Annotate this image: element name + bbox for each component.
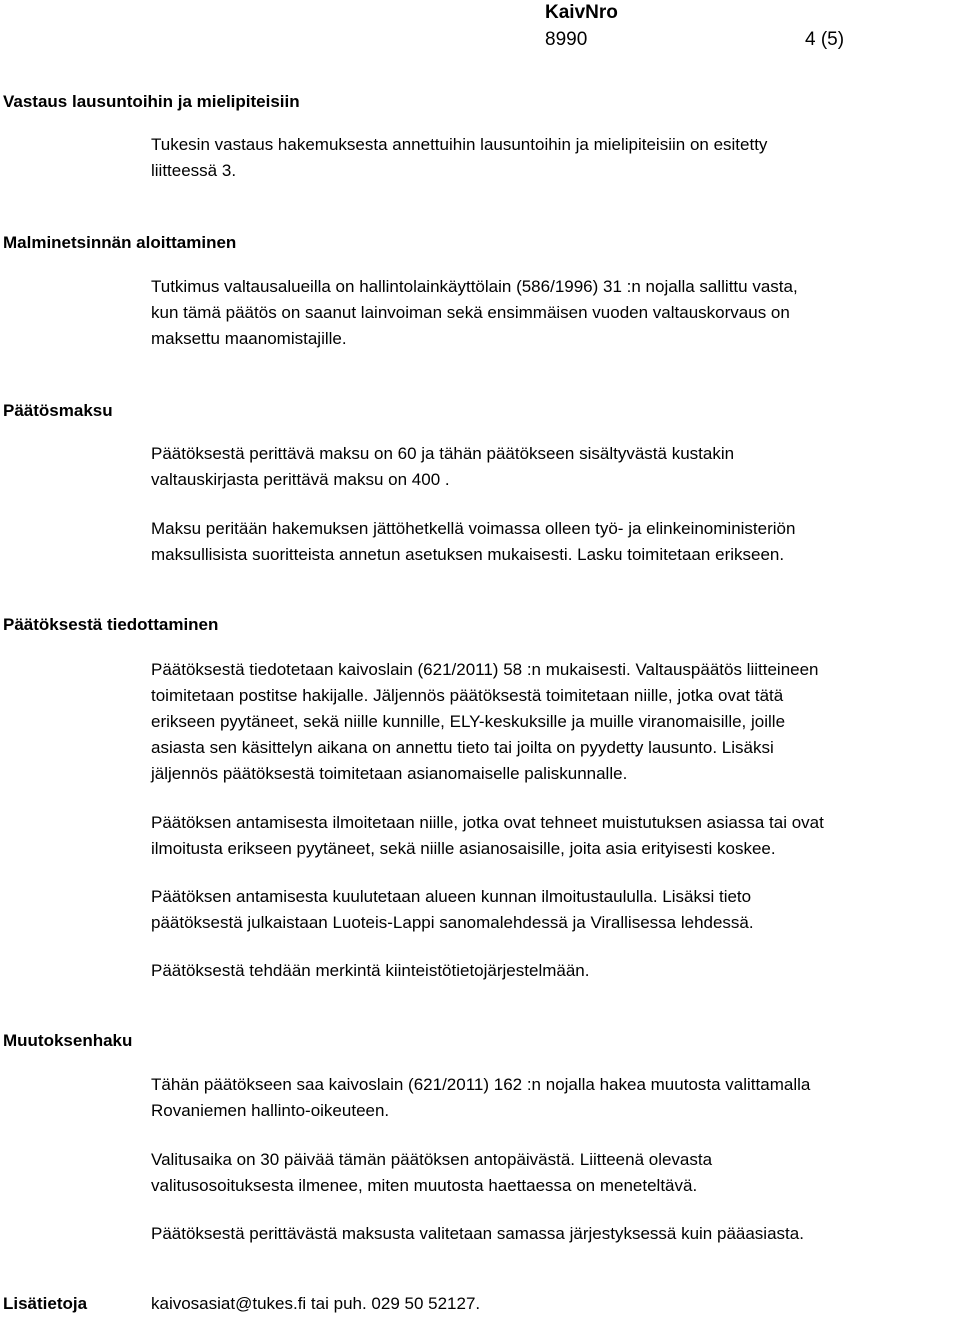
section-paragraph: Päätöksestä perittävä maksu on 60 ja tähän päätökseen sisältyvästä kustakin valtauskirjasta perittävä maksu on 400 . (151, 444, 735, 489)
section-paragraph: Tutkimus valtausalueilla on hallintolainkäyttölain (586/1996) 31 :n nojalla sallittu vasta, kun tämä päätös on saanut lainvoiman sekä ensimmäisen vuoden valtauskorvaus on maksettu maanomistajille. (151, 277, 798, 348)
section-heading-contact: Lisätietoja (3, 1294, 88, 1313)
document-type-label: KaivNro (545, 2, 618, 23)
section-heading-responses: Vastaus lausuntoihin ja mielipiteisiin (3, 92, 300, 111)
section-heading-exploration: Malminetsinnän aloittaminen (3, 233, 237, 252)
section-paragraph: Tähän päätökseen saa kaivoslain (621/2011) 162 :n nojalla hakea muutosta valittamalla Rovaniemen hallinto-oikeuteen. (151, 1075, 811, 1120)
section-paragraph: Valitusaika on 30 päivää tämän päätöksen antopäivästä. Liitteenä olevasta valitusosoituksesta ilmenee, miten muutosta haettaessa on meneteltävä. (151, 1150, 713, 1195)
section-paragraph: Päätöksestä tehdään merkintä kiinteistötietojärjestelmään. (151, 961, 590, 980)
section-heading-fee: Päätösmaksu (3, 401, 113, 420)
section-paragraph: Päätöksestä perittävästä maksusta valitetaan samassa järjestyksessä kuin pääasiasta. (151, 1224, 804, 1243)
section-heading-notification: Päätöksestä tiedottaminen (3, 615, 219, 634)
page-number: 4 (5) (805, 29, 845, 50)
section-paragraph: Tukesin vastaus hakemuksesta annettuihin lausuntoihin ja mielipiteisiin on esitetty liitteessä 3. (151, 135, 768, 180)
document-number: 8990 (545, 29, 588, 50)
section-paragraph: Päätöksen antamisesta ilmoitetaan niille, jotka ovat tehneet muistutuksen asiassa tai ovat ilmoitusta erikseen pyytäneet, sekä niille asianosaisille, joita asia erityisesti koskee. (151, 813, 824, 858)
section-paragraph: Päätöksestä tiedotetaan kaivoslain (621/2011) 58 :n mukaisesti. Valtauspäätös liitteineen toimitetaan postitse hakijalle. Jäljennös päätöksestä toimitetaan niille, jotka ovat tätä erikseen pyytäneet, sekä niille kunnille, ELY-keskuksille ja muille viranomaisille, joille asiasta sen käsittelyn aikana on annettu tieto tai joilta on pyydetty lausunto. Lisäksi jäljennös päätöksestä toimitetaan asianomaiselle paliskunnalle. (151, 660, 819, 783)
section-heading-appeal: Muutoksenhaku (3, 1031, 133, 1050)
contact-info: kaivosasiat@tukes.fi tai puh. 029 50 52127. (151, 1294, 481, 1313)
section-paragraph: Maksu peritään hakemuksen jättöhetkellä voimassa olleen työ- ja elinkeinoministeriön maksullisista suoritteista annetun asetuksen mukaisesti. Lasku toimitetaan erikseen. (151, 519, 796, 564)
section-paragraph: Päätöksen antamisesta kuulutetaan alueen kunnan ilmoitustaululla. Lisäksi tieto päätöksestä julkaistaan Luoteis-Lappi sanomalehdessä ja Virallisessa lehdessä. (151, 887, 754, 932)
